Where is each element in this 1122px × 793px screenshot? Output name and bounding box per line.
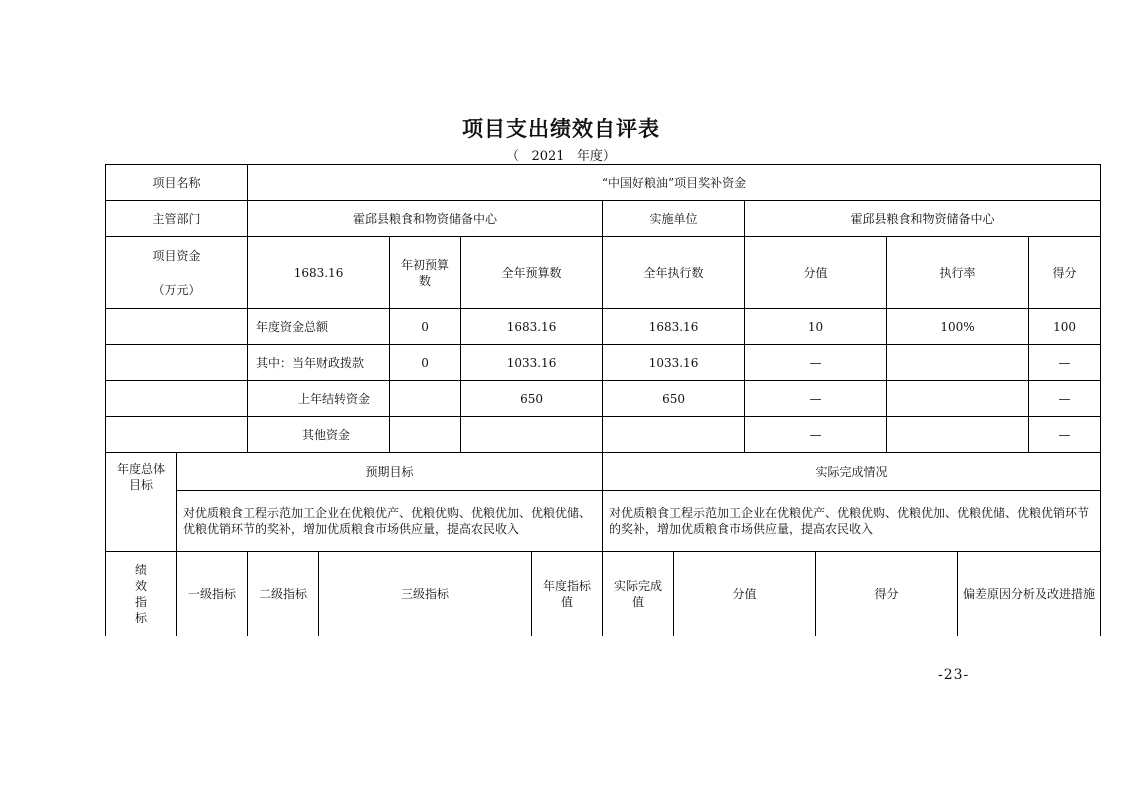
funds-row-annual: 1033.16 xyxy=(461,345,603,381)
implementing-unit-label: 实施单位 xyxy=(603,201,745,237)
funds-row-score: — xyxy=(1029,381,1101,417)
funds-row-rate: 100% xyxy=(887,309,1029,345)
funds-row-total xyxy=(106,309,1101,345)
funds-row-other xyxy=(106,417,1101,453)
funds-row-initial xyxy=(390,381,461,417)
col-score: 得分 xyxy=(1029,237,1101,309)
expected-goal-text: 对优质粮食工程示范加工企业在优粮优产、优粮优购、优粮优加、优粮优储、优粮优销环节的奖补，增加优质粮食市场供应量，提高农民收入 xyxy=(177,491,603,552)
funds-row-exec xyxy=(603,417,745,453)
funds-row-score: 100 xyxy=(1029,309,1101,345)
funds-row-score-value: — xyxy=(745,381,887,417)
project-name-row xyxy=(106,165,1101,201)
fiscal-year-subtitle: （ 2021 年度） xyxy=(506,149,616,164)
department-value: 霍邱县粮食和物资储备中心 xyxy=(248,201,603,237)
funds-row-annual: 650 xyxy=(461,381,603,417)
col-annual-target-value xyxy=(532,552,603,636)
col-score-value: 分值 xyxy=(745,237,887,309)
col-initial-budget-text: 年初预算数 xyxy=(401,257,450,288)
col-deviation-analysis: 偏差原因分析及改进措施 xyxy=(958,552,1101,636)
funds-amount: 1683.16 xyxy=(248,237,390,309)
funds-row-label: 年度资金总额 xyxy=(248,309,390,345)
funds-row-label: 其中：当年财政拨款 xyxy=(248,345,390,381)
funds-row-initial: 0 xyxy=(390,309,461,345)
col-actual-value-text: 实际完成值 xyxy=(614,578,663,609)
funds-label xyxy=(106,237,248,309)
funds-row-carryover xyxy=(106,381,1101,417)
col-initial-budget xyxy=(390,237,461,309)
funds-row-exec: 1683.16 xyxy=(603,309,745,345)
project-name-label: 项目名称 xyxy=(106,165,248,201)
indicators-header-row xyxy=(106,552,1101,636)
funds-row-label: 其他资金 xyxy=(248,417,390,453)
col-execution-rate: 执行率 xyxy=(887,237,1029,309)
expected-goal-label: 预期目标 xyxy=(177,453,603,491)
implementing-unit-value: 霍邱县粮食和物资储备中心 xyxy=(745,201,1101,237)
funds-row-rate xyxy=(887,417,1029,453)
col-indicator-score-value: 分值 xyxy=(674,552,816,636)
performance-indicators-label xyxy=(106,552,177,636)
col-annual-budget: 全年预算数 xyxy=(461,237,603,309)
funds-row-score-value: — xyxy=(745,345,887,381)
funds-label-line2: （万元） xyxy=(152,282,201,297)
funds-row-score-value: 10 xyxy=(745,309,887,345)
funds-header-row xyxy=(106,237,1101,309)
performance-indicators-label-text: 绩效指标 xyxy=(134,562,147,625)
funds-row-score: — xyxy=(1029,345,1101,381)
funds-row-empty xyxy=(106,417,248,453)
funds-row-initial: 0 xyxy=(390,345,461,381)
department-label: 主管部门 xyxy=(106,201,248,237)
funds-label-line1: 项目资金 xyxy=(152,248,201,263)
col-level1-indicator: 一级指标 xyxy=(177,552,248,636)
funds-row-rate xyxy=(887,381,1029,417)
performance-evaluation-table xyxy=(105,164,1101,636)
col-annual-execution: 全年执行数 xyxy=(603,237,745,309)
col-indicator-score: 得分 xyxy=(816,552,958,636)
page-title: 项目支出绩效自评表 xyxy=(462,117,660,141)
goals-header-row xyxy=(106,453,1101,491)
funds-row-empty xyxy=(106,309,248,345)
annual-goals-label-text: 年度总体目标 xyxy=(116,462,165,492)
col-level3-indicator: 三级指标 xyxy=(319,552,532,636)
funds-row-fiscal xyxy=(106,345,1101,381)
funds-row-empty xyxy=(106,345,248,381)
funds-row-exec: 650 xyxy=(603,381,745,417)
col-annual-target-value-text: 年度指标值 xyxy=(543,578,592,609)
annual-goals-label xyxy=(106,453,177,552)
actual-completion-text: 对优质粮食工程示范加工企业在优粮优产、优粮优购、优粮优加、优粮优储、优粮优销环节的奖补，增加优质粮食市场供应量，提高农民收入 xyxy=(603,491,1101,552)
col-actual-value xyxy=(603,552,674,636)
funds-row-empty xyxy=(106,381,248,417)
funds-row-annual xyxy=(461,417,603,453)
funds-row-score: — xyxy=(1029,417,1101,453)
goals-content-row xyxy=(106,491,1101,552)
funds-row-label: 上年结转资金 xyxy=(248,381,390,417)
funds-row-exec: 1033.16 xyxy=(603,345,745,381)
page-number: -23- xyxy=(938,667,970,683)
project-name-value: “中国好粮油”项目奖补资金 xyxy=(248,165,1101,201)
funds-row-initial xyxy=(390,417,461,453)
actual-completion-label: 实际完成情况 xyxy=(603,453,1101,491)
department-row xyxy=(106,201,1101,237)
col-level2-indicator: 二级指标 xyxy=(248,552,319,636)
funds-row-score-value: — xyxy=(745,417,887,453)
funds-row-annual: 1683.16 xyxy=(461,309,603,345)
funds-row-rate xyxy=(887,345,1029,381)
